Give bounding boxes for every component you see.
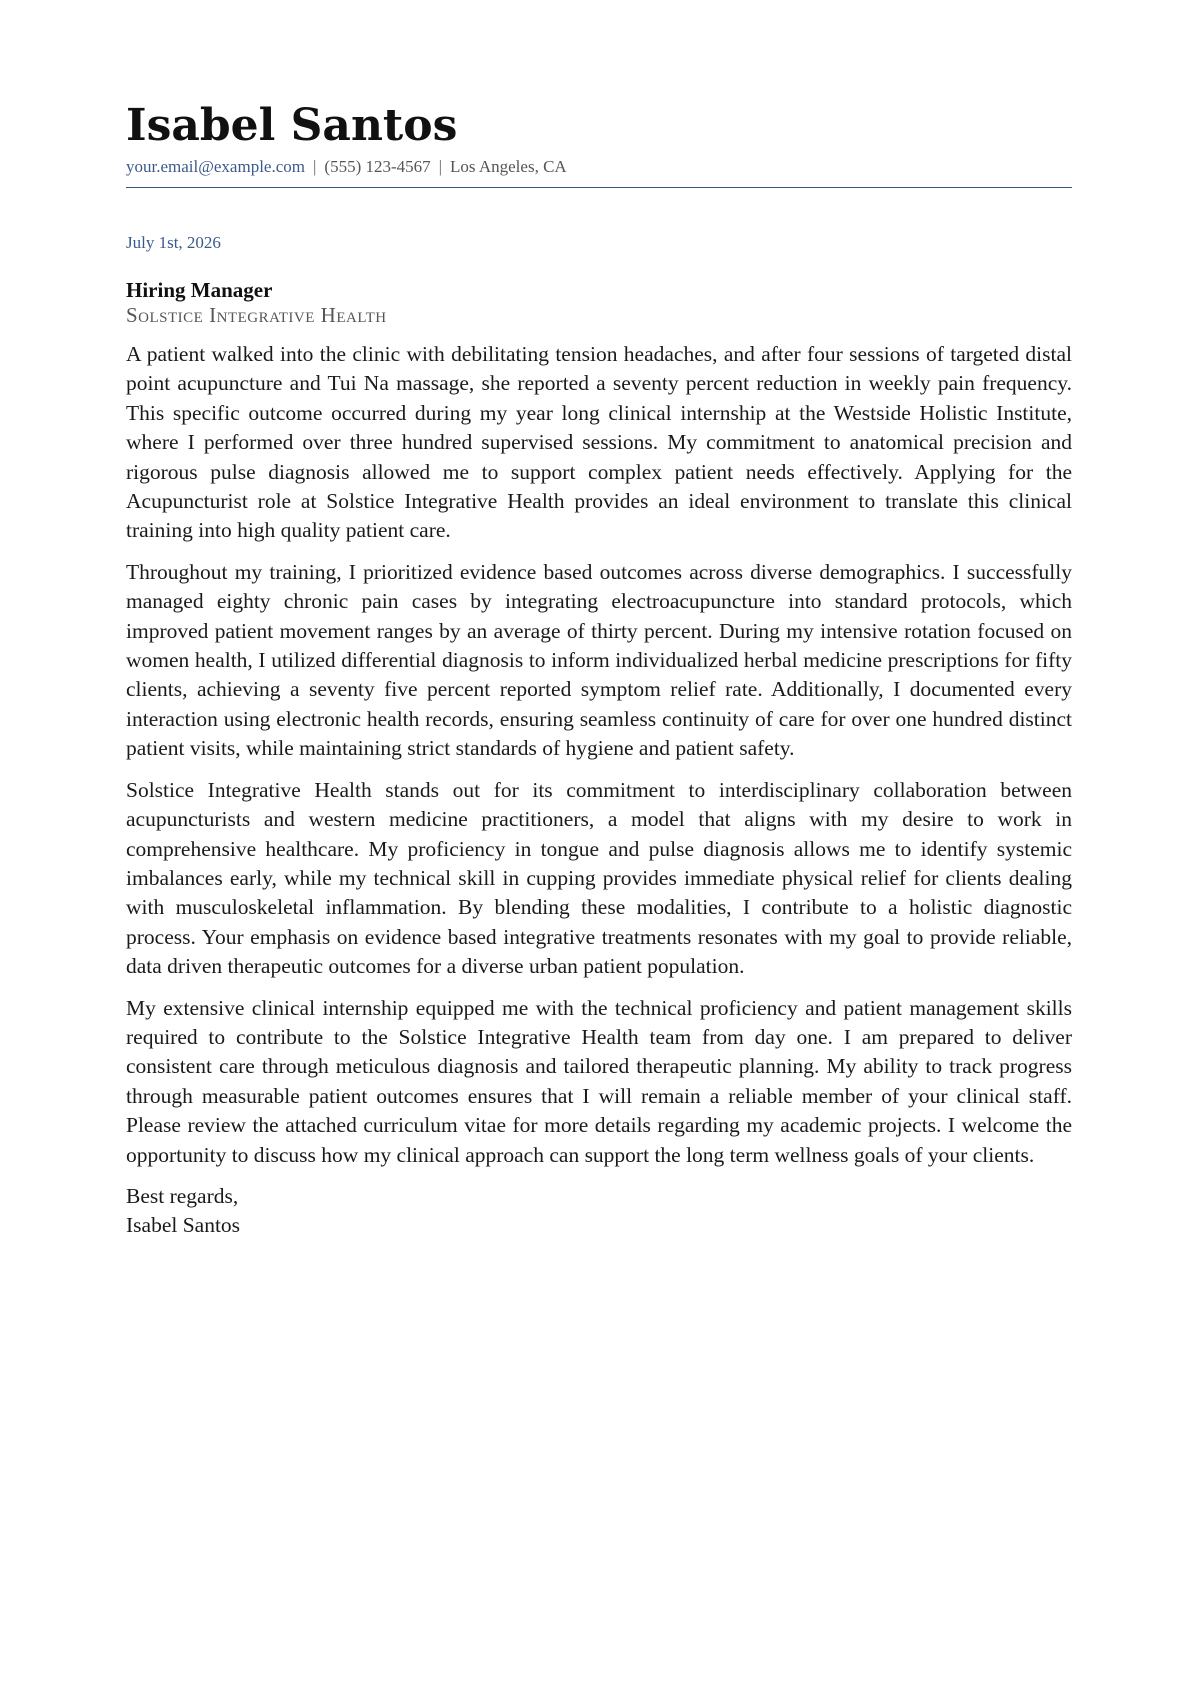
recipient-company: Solstice Integrative Health [126,303,387,327]
letter-body [126,340,1072,1170]
location: Los Angeles, CA [450,157,567,176]
phone-number: (555) 123-4567 [324,157,431,176]
letter-date: July 1st, 2026 [126,233,221,252]
body-paragraph-1: A patient walked into the clinic with debilitating tension headaches, and after four sessions of targeted distal point acupuncture and Tui Na massage, she reported a seventy percent reduction in weekly pain frequency. This specific outcome occurred during my year long clinical internship at the Westside Holistic Institute, where I performed over three hundred supervised sessions. My commitment to anatomical precision and rigorous pulse diagnosis allowed me to support complex patient needs effectively. Applying for the Acupuncturist role at Solstice Integrative Health provides an ideal environment to translate this clinical training into high quality patient care. [126,342,1072,543]
contact-separator: | [313,157,317,176]
applicant-name: Isabel Santos [126,100,458,151]
recipient-title: Hiring Manager [126,278,273,302]
closing-block [126,1182,1072,1241]
cover-letter-page [126,100,1072,1241]
contact-separator: | [438,157,443,176]
closing-salutation: Best regards, [126,1183,239,1208]
body-paragraph-2: Throughout my training, I prioritized evidence based outcomes across diverse demographics. I successfully managed eighty chronic pain cases by integrating electroacupuncture into standard protocols, which improved patient movement ranges by an average of thirty percent. During my intensive rotation focused on women health, I utilized differential diagnosis to inform individualized herbal medicine prescriptions for fifty clients, achieving a seventy five percent reported symptom relief rate. Additionally, I documented every interaction using electronic health records, ensuring seamless continuity of care for over one hundred distinct patient visits, while maintaining strict standards of hygiene and patient safety. [126,559,1072,761]
email-link[interactable]: your.email@example.com [126,157,305,176]
body-paragraph-3: Solstice Integrative Health stands out for its commitment to interdisciplinary collaboration between acupuncturists and western medicine practitioners, a model that aligns with my desire to work in comprehensive healthcare. My proficiency in tongue and pulse diagnosis allows me to identify systemic imbalances early, while my technical skill in cupping provides immediate physical relief for clients dealing with musculoskeletal inflammation. By blending these modalities, I contribute to a holistic diagnostic process. Your emphasis on evidence based integrative treatments resonates with my goal to provide reliable, data driven therapeutic outcomes for a diverse urban patient population. [126,777,1072,979]
contact-line [126,156,1072,178]
recipient-block [126,278,1072,328]
body-paragraph-4: My extensive clinical internship equipped me with the technical proficiency and patient management skills required to contribute to the Solstice Integrative Health team from day one. I am prepared to deliver consistent care through meticulous diagnosis and tailored therapeutic planning. My ability to track progress through measurable patient outcomes ensures that I will remain a reliable member of your clinical staff. Please review the attached curriculum vitae for more details regarding my academic projects. I welcome the opportunity to discuss how my clinical approach can support the long term wellness goals of your clients. [126,995,1072,1167]
closing-signature: Isabel Santos [126,1213,241,1238]
header-divider [126,187,1072,188]
